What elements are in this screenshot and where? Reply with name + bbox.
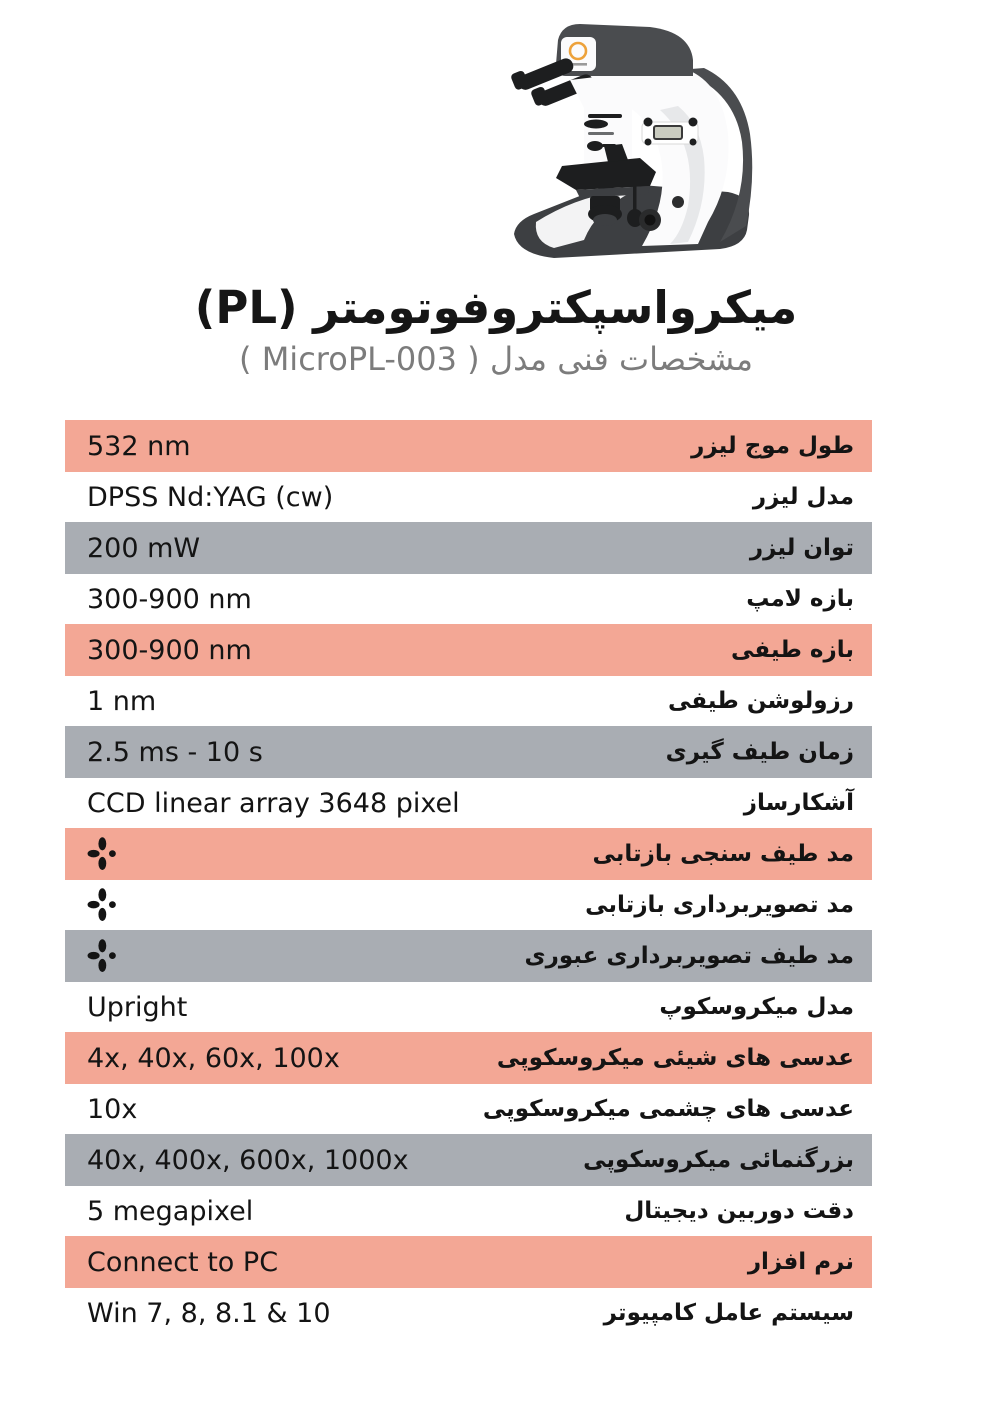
spec-row-software bbox=[65, 1236, 872, 1288]
spec-value: 40x, 400x, 600x, 1000x bbox=[87, 1144, 409, 1176]
spec-row-reflective-spectroscopy-mode bbox=[65, 828, 872, 880]
spec-value: 300-900 nm bbox=[87, 583, 252, 615]
spec-row-computer-os bbox=[65, 1293, 872, 1333]
spec-label: رزولوشن طیفی bbox=[667, 688, 854, 714]
spec-row-laser-wavelength bbox=[65, 420, 872, 472]
lcd-control-panel bbox=[642, 118, 698, 146]
spec-row-laser-power bbox=[65, 522, 872, 574]
specimen-stage bbox=[556, 144, 656, 198]
spec-row-detector bbox=[65, 783, 872, 823]
spec-row-eyepiece-lenses bbox=[65, 1089, 872, 1129]
spec-row-reflective-imaging-mode bbox=[65, 885, 872, 925]
title-block bbox=[0, 282, 992, 378]
spec-value: 10x bbox=[87, 1093, 138, 1125]
spec-value: CCD linear array 3648 pixel bbox=[87, 787, 460, 819]
spec-label: مدل لیزر bbox=[752, 484, 854, 510]
spec-value: 1 nm bbox=[87, 685, 157, 717]
spec-row-lamp-range bbox=[65, 579, 872, 619]
spec-label: سیستم عامل کامپیوتر bbox=[603, 1300, 854, 1326]
spec-row-microscope-magnification bbox=[65, 1134, 872, 1186]
spec-row-objective-lenses bbox=[65, 1032, 872, 1084]
spec-value bbox=[87, 888, 119, 922]
spec-label: مد تصویربرداری بازتابی bbox=[585, 892, 854, 918]
spec-label: طول موج لیزر bbox=[691, 433, 854, 459]
spec-value: Connect to PC bbox=[87, 1246, 279, 1278]
hero-image-area bbox=[0, 18, 992, 278]
spec-label: عدسی های شیئی میکروسکوپی bbox=[496, 1045, 854, 1071]
page-subtitle: مشخصات فنی مدل ( MicroPL-003 ) bbox=[239, 339, 753, 378]
spec-value: Win 7, 8, 8.1 & 10 bbox=[87, 1297, 331, 1329]
spec-value: 200 mW bbox=[87, 532, 201, 564]
spec-label: مد طیف تصویربرداری عبوری bbox=[524, 943, 854, 969]
four-petal-asterisk-icon bbox=[87, 888, 119, 922]
spec-label: توان لیزر bbox=[749, 535, 854, 561]
spec-label: مدل میکروسکوپ bbox=[659, 994, 854, 1020]
four-petal-asterisk-icon bbox=[87, 837, 119, 871]
spec-label: بزرگنمائی میکروسکوپی bbox=[583, 1147, 854, 1173]
spec-row-acquisition-time bbox=[65, 726, 872, 778]
spec-label: بازه طیفی bbox=[731, 637, 854, 663]
spec-row-spectral-resolution bbox=[65, 681, 872, 721]
spec-label: بازه لامپ bbox=[746, 586, 854, 612]
spec-label: زمان طیف گیری bbox=[665, 739, 854, 765]
spec-label: نرم افزار bbox=[747, 1249, 854, 1275]
spec-row-spectral-range bbox=[65, 624, 872, 676]
spec-label: عدسی های چشمی میکروسکوپی bbox=[482, 1096, 854, 1122]
four-petal-asterisk-icon bbox=[87, 939, 119, 973]
spec-row-digital-camera-resolution bbox=[65, 1191, 872, 1231]
spec-value: 2.5 ms - 10 s bbox=[87, 736, 263, 768]
spec-value: 300-900 nm bbox=[87, 634, 252, 666]
spec-label: دقت دوربین دیجیتال bbox=[624, 1198, 854, 1224]
spec-value: 4x, 40x, 60x, 100x bbox=[87, 1042, 340, 1074]
spec-value bbox=[87, 837, 119, 871]
upright-microscope-illustration bbox=[492, 18, 772, 276]
spec-label: مد طیف سنجی بازتابی bbox=[592, 841, 854, 867]
spec-row-transmission-imaging-spectrum-mode bbox=[65, 930, 872, 982]
spec-value: 5 megapixel bbox=[87, 1195, 254, 1227]
spec-label: آشکارساز bbox=[743, 790, 854, 816]
spec-value bbox=[87, 939, 119, 973]
spec-row-laser-model bbox=[65, 477, 872, 517]
page-title: میکرواسپکتروفوتومتر (PL) bbox=[194, 281, 798, 334]
spec-value: Upright bbox=[87, 991, 188, 1023]
spec-value: 532 nm bbox=[87, 430, 191, 462]
spec-table bbox=[65, 420, 872, 1338]
spec-value: DPSS Nd:YAG (cw) bbox=[87, 481, 334, 513]
spec-row-microscope-model bbox=[65, 987, 872, 1027]
